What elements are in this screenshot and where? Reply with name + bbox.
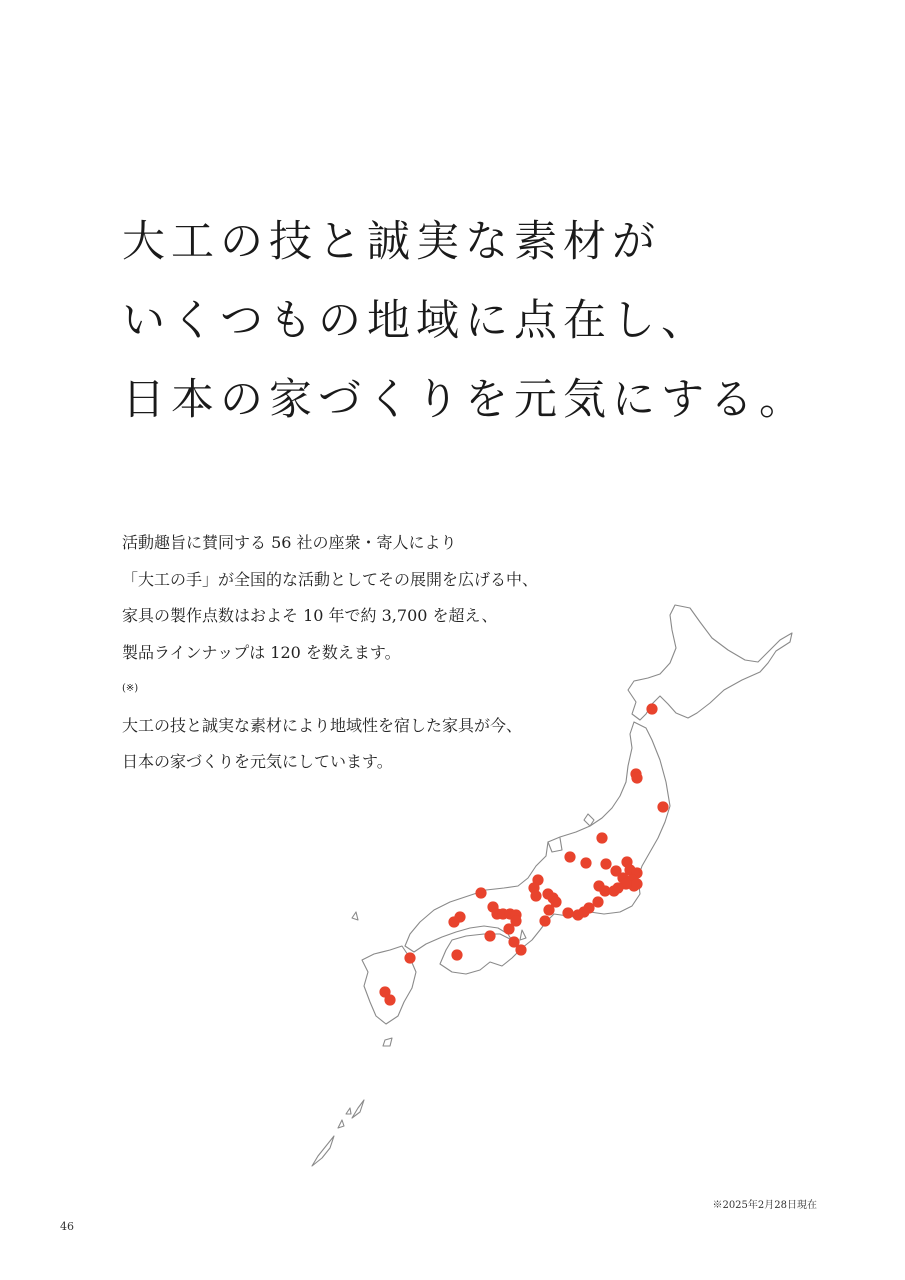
okinawa-small-2 bbox=[346, 1108, 351, 1114]
location-marker bbox=[608, 885, 619, 896]
body-line-5: 大工の技と誠実な素材により地域性を宿した家具が今、 bbox=[122, 715, 523, 735]
location-marker bbox=[572, 909, 583, 920]
amami-islands bbox=[352, 1100, 364, 1118]
location-marker bbox=[448, 916, 459, 927]
northern-island bbox=[352, 912, 358, 920]
location-marker bbox=[580, 857, 591, 868]
location-marker bbox=[596, 832, 607, 843]
location-marker bbox=[539, 915, 550, 926]
honshu-outline bbox=[405, 722, 670, 952]
location-marker bbox=[384, 994, 395, 1005]
tanegashima bbox=[383, 1038, 392, 1046]
japan-map bbox=[300, 595, 810, 1175]
location-marker bbox=[503, 923, 514, 934]
location-marker bbox=[646, 703, 657, 714]
japan-outline bbox=[312, 605, 792, 1166]
note-marker: (※) bbox=[122, 683, 139, 694]
body-line-1: 活動趣旨に賛同する 56 社の座衆・寄人により bbox=[122, 533, 457, 552]
footnote: ※2025年2月28日現在 bbox=[712, 1200, 817, 1211]
hokkaido-outline bbox=[628, 605, 792, 720]
location-marker bbox=[515, 944, 526, 955]
body-line-6: 日本の家づくりを元気にしています。 bbox=[122, 752, 393, 771]
location-marker bbox=[530, 890, 541, 901]
headline-line-3: 日本の家づくりを元気にする。 bbox=[122, 375, 808, 425]
location-markers bbox=[379, 703, 668, 1005]
headline bbox=[122, 203, 808, 440]
location-marker bbox=[657, 801, 668, 812]
okinawa-islands bbox=[312, 1136, 334, 1166]
location-marker bbox=[564, 851, 575, 862]
body-line-4-text: 製品ラインナップは 120 を数えます。 bbox=[122, 642, 401, 662]
body-line-3: 家具の製作点数はおよそ 10 年で約 3,700 を超え、 bbox=[122, 606, 498, 625]
location-marker bbox=[631, 772, 642, 783]
okinawa-small-1 bbox=[338, 1120, 344, 1128]
location-marker bbox=[451, 949, 462, 960]
body-line-2: 「大工の手」が全国的な活動としてその展開を広げる中、 bbox=[122, 569, 539, 589]
page-number: 46 bbox=[60, 1220, 74, 1233]
location-marker bbox=[600, 858, 611, 869]
location-marker bbox=[404, 952, 415, 963]
location-marker bbox=[631, 878, 642, 889]
location-marker bbox=[543, 904, 554, 915]
headline-line-2: いくつもの地域に点在し、 bbox=[122, 296, 710, 346]
headline-line-1: 大工の技と誠実な素材が bbox=[122, 217, 661, 267]
noto-outline bbox=[548, 838, 562, 852]
awaji-island bbox=[520, 930, 526, 940]
location-marker bbox=[562, 907, 573, 918]
location-marker bbox=[475, 887, 486, 898]
location-marker bbox=[484, 930, 495, 941]
